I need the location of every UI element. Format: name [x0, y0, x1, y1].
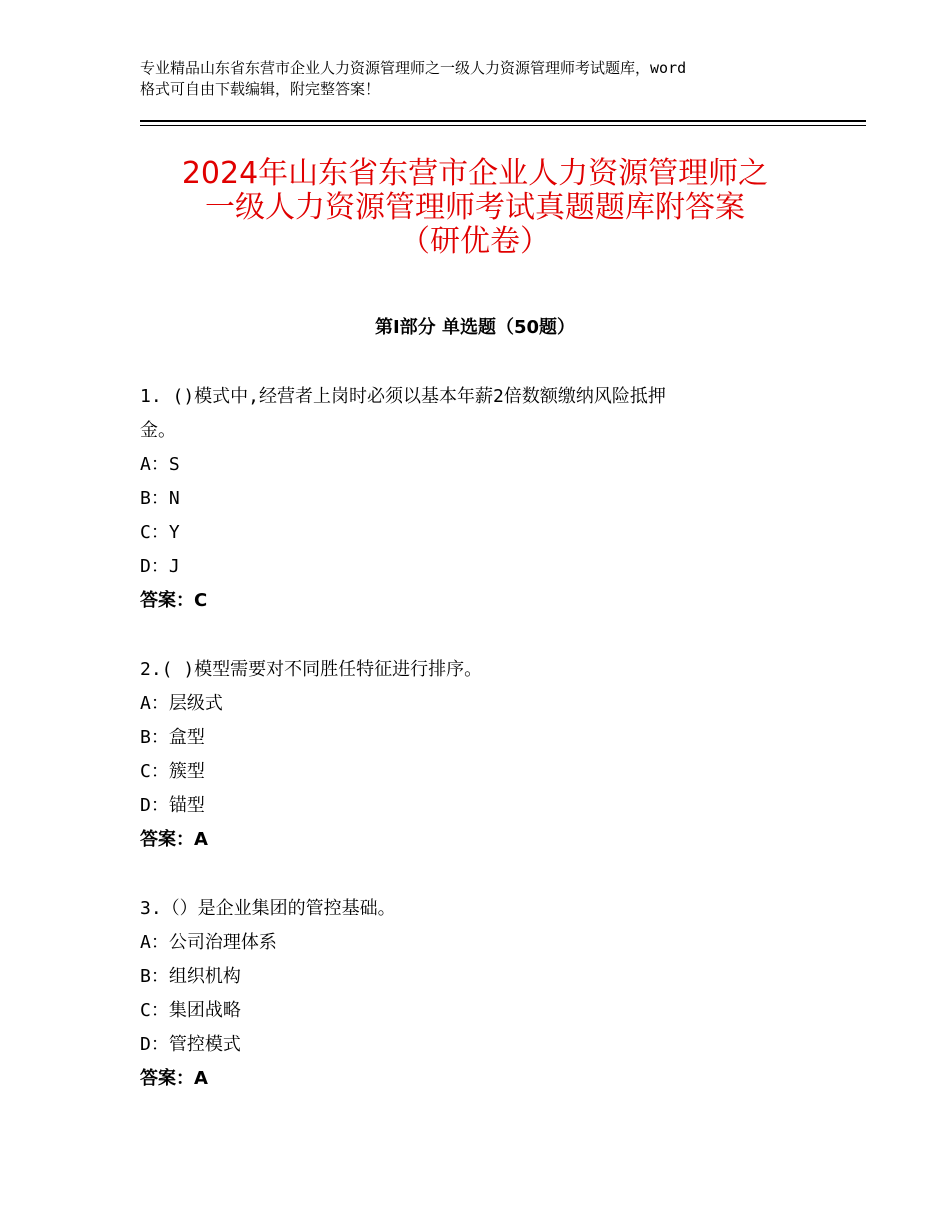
question-1-option-d: D：J: [140, 556, 180, 577]
question-1-option-b: B：N: [140, 488, 180, 509]
question-3-option-d: D：管控模式: [140, 1034, 241, 1055]
question-1-option-a: A：S: [140, 454, 180, 475]
header-rule-thin: [140, 125, 866, 126]
question-1-option-c: C：Y: [140, 522, 180, 543]
question-3-answer: 答案：A: [140, 1068, 208, 1089]
question-2-answer: 答案：A: [140, 829, 208, 850]
question-1-stem-line-1: 1. ()模式中,经营者上岗时必须以基本年薪2倍数额缴纳风险抵押: [140, 386, 666, 407]
question-2-option-a: A：层级式: [140, 693, 223, 714]
question-3-option-a: A：公司治理体系: [140, 932, 277, 953]
question-3-stem: 3.（）是企业集团的管控基础。: [140, 898, 396, 919]
question-3-option-c: C：集团战略: [140, 1000, 241, 1021]
header-note: 专业精品山东省东营市企业人力资源管理师之一级人力资源管理师考试题库，word 格式可自由下载编辑，附完整答案！: [140, 59, 687, 98]
question-1-answer: 答案：C: [140, 590, 208, 611]
header-rule-thick: [140, 120, 866, 122]
question-1-stem-line-2: 金。: [140, 420, 176, 441]
question-2-stem: 2.( )模型需要对不同胜任特征进行排序。: [140, 659, 483, 680]
section-title: 第Ⅰ部分 单选题（50题）: [374, 317, 575, 338]
question-3-option-b: B：组织机构: [140, 966, 241, 987]
document-title: 2024年山东省东营市企业人力资源管理师之 一级人力资源管理师考试真题题库附答案 （研优卷）: [181, 156, 769, 259]
question-2-option-c: C：簇型: [140, 761, 205, 782]
question-2-option-b: B：盒型: [140, 727, 205, 748]
question-2-option-d: D：锚型: [140, 795, 205, 816]
